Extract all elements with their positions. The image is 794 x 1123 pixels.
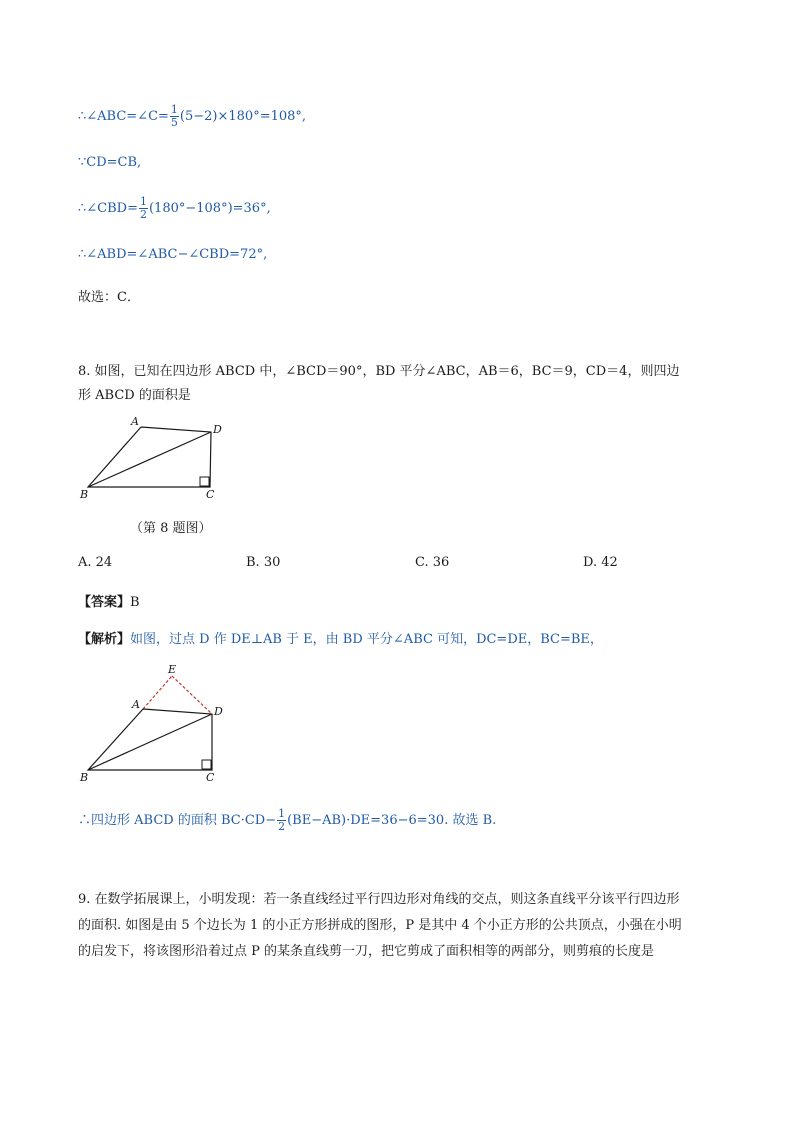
option-c: C. 36 [415,555,450,570]
conclusion-post: (BE−AB)·DE=36−6=30. 故选 B. [287,813,497,828]
solution-line-1-post: (5−2)×180°=108°, [179,109,307,124]
analysis-text: 如图，过点 D 作 DE⊥AB 于 E，由 BD 平分∠ABC 可知，DC=DE，BC=BE， [130,632,603,647]
quad-outline-2 [88,709,212,770]
solution-choice: 故选：C． [78,290,140,305]
fraction-one-half [139,196,148,221]
q8-stem-line-2: 形 ABCD 的面积是 [78,388,191,403]
q8-figure [76,412,236,504]
right-angle-mark [200,477,209,486]
solution-line-3-post: (180°−108°)=36°, [148,201,271,216]
conclusion-line [78,808,496,833]
solution-line-3 [78,196,271,221]
dashed-de [172,676,212,714]
option-a: A. 24 [78,555,113,570]
label-d: D [213,423,222,436]
solution-line-2: ∵CD=CB, [78,155,142,170]
q8-figure-caption: （第 8 题图） [130,521,212,536]
analysis-line [78,628,603,647]
dashed-ae [143,676,172,709]
quad-outline [88,427,211,487]
fraction-denominator: 2 [278,820,286,833]
option-d: D. 42 [583,555,618,570]
label-d-2: D [214,705,223,718]
fraction-one-fifth [170,104,179,129]
solution-line-3-pre: ∴∠CBD= [78,201,138,216]
fraction-numerator: 1 [278,807,286,820]
q8-stem-line-1: 8. 如图，已知在四边形 ABCD 中，∠BCD＝90°，BD 平分∠ABC，AB＝6，BC＝9，CD＝4，则四边 [78,364,680,379]
q9-part-1: 9. 在数学拓展课上，小明发现： [78,892,264,907]
label-c-2: C [206,771,215,784]
fraction-numerator: 1 [139,195,147,208]
fraction-denominator: 2 [139,208,147,221]
conclusion-pre: ∴四边形 ABCD 的面积 BC·CD− [78,813,277,828]
label-e: E [168,663,177,676]
answer-line [78,591,140,610]
fraction-numerator: 1 [170,103,178,116]
label-b: B [80,488,89,501]
label-a-2: A [132,698,140,711]
diagonal-bd [88,432,211,487]
solution-line-4: ∴∠ABD=∠ABC−∠CBD=72°, [78,247,268,262]
label-b-2: B [80,771,89,784]
fraction-denominator: 5 [170,116,178,129]
q9-stem [78,887,688,965]
q9-part-2: 若一条直线经过平行四边形对角线的交点，则这条直线平分该平行四边形的面积. [78,892,680,933]
q8-analysis-figure [76,662,236,786]
fraction-one-half-2 [277,808,286,833]
answer-tag: 【答案】 [78,595,131,610]
label-a: A [131,415,139,428]
label-c: C [206,488,215,501]
right-angle-mark-2 [202,760,211,769]
q9-part-3: 如图是由 5 个边长为 1 的小正方形拼成的图形，P 是其中 4 个小正方形的公共顶点，小强在小明的启发下，将该图形沿着过点 P 的某条直线剪一刀，把它剪成了面积相等的两部分，则剪痕的长度是 [78,918,682,959]
solution-line-1 [78,104,306,129]
answer-value: B [130,595,140,610]
option-b: B. 30 [246,555,281,570]
solution-line-1-pre: ∴∠ABC=∠C= [78,109,169,124]
diagonal-bd-2 [88,714,212,770]
analysis-tag: 【解析】 [78,632,131,647]
